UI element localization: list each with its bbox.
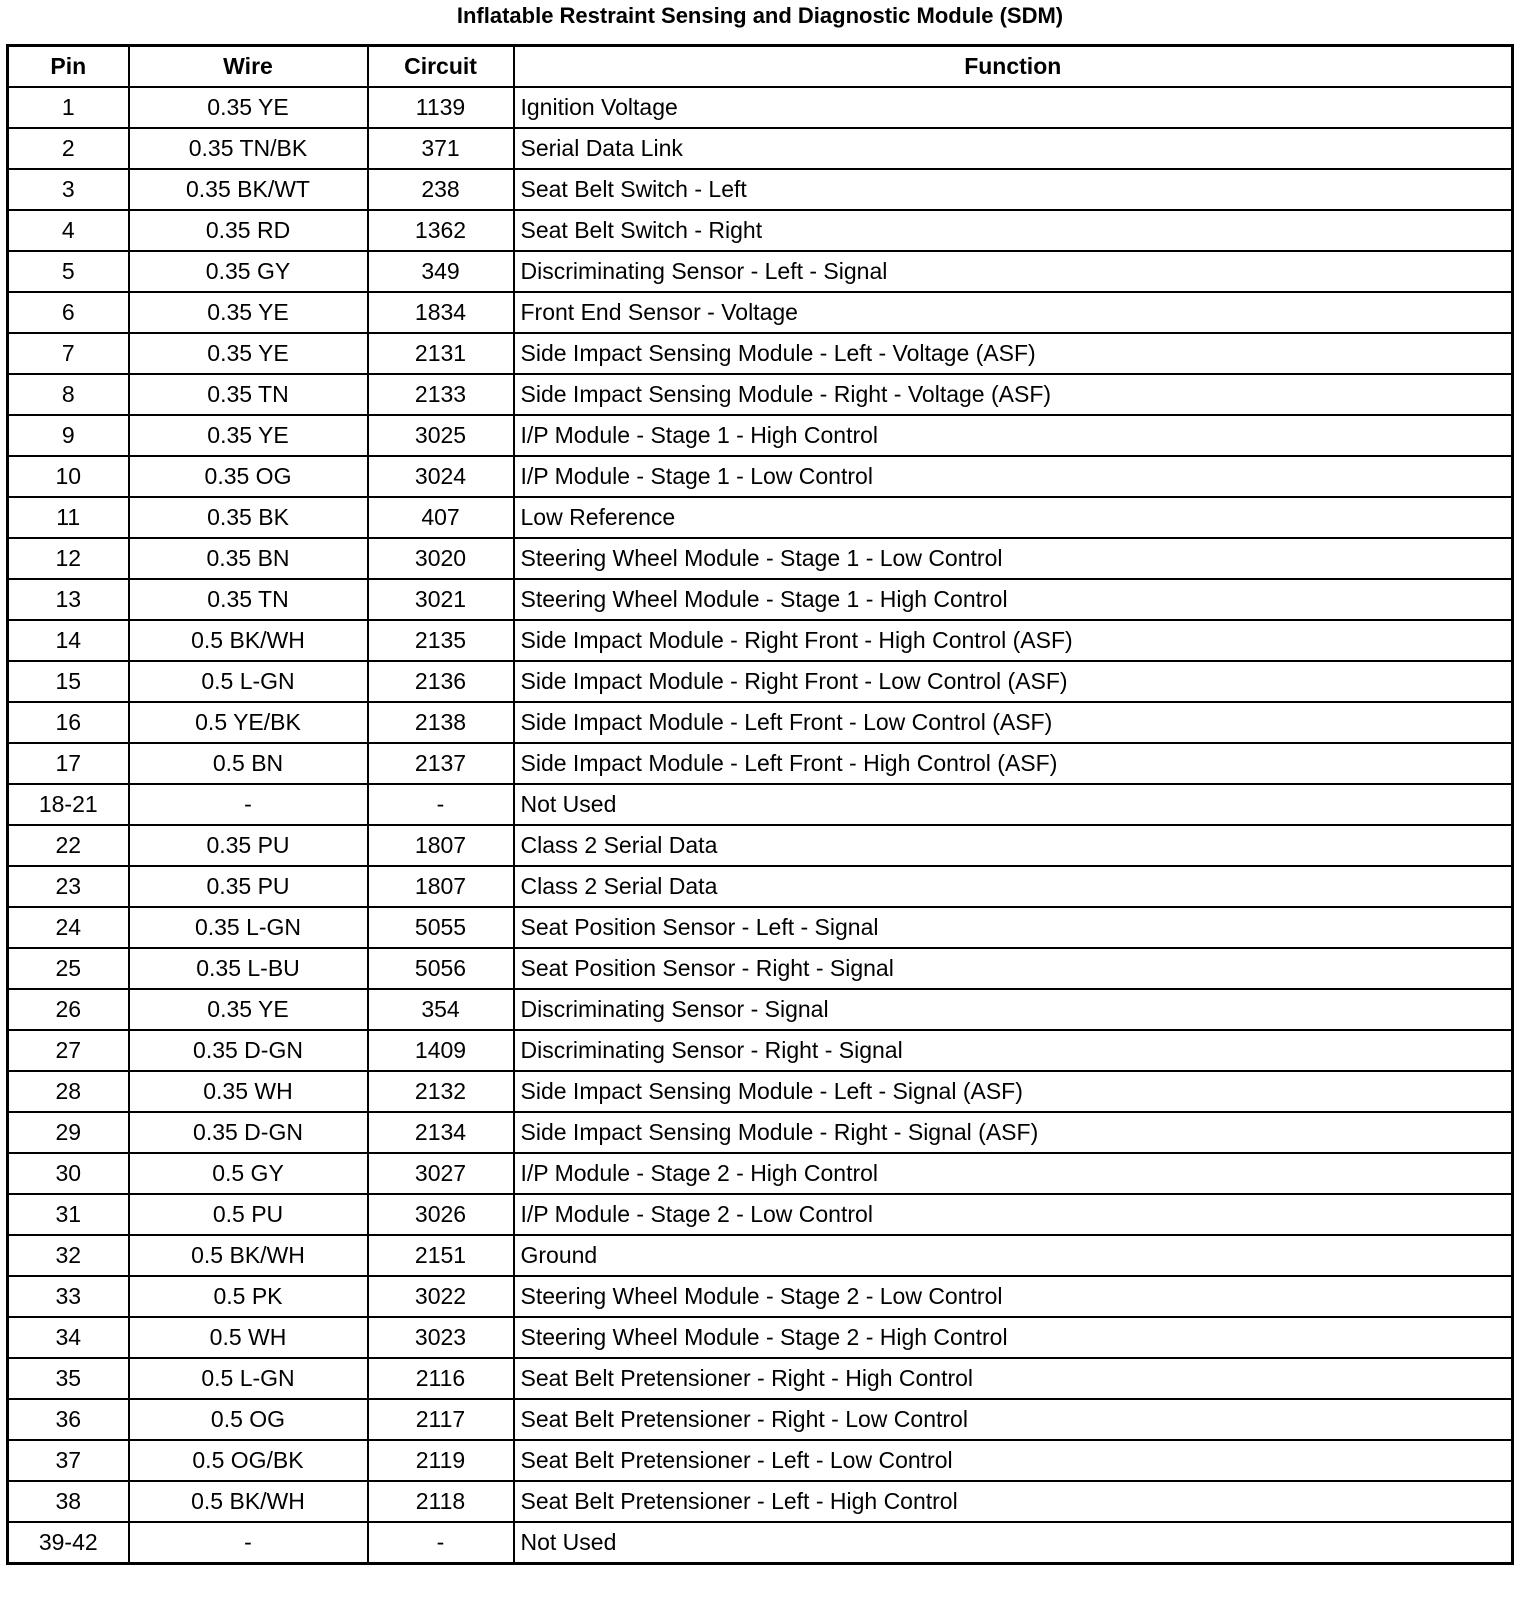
cell-function: I/P Module - Stage 2 - High Control (514, 1153, 1513, 1194)
cell-pin: 34 (8, 1317, 129, 1358)
cell-pin: 37 (8, 1440, 129, 1481)
cell-wire: 0.35 D-GN (129, 1030, 368, 1071)
cell-wire: 0.35 BN (129, 538, 368, 579)
cell-circuit: 1807 (368, 825, 514, 866)
cell-wire: 0.5 BK/WH (129, 620, 368, 661)
table-body (8, 87, 1513, 1564)
cell-function: Side Impact Sensing Module - Right - Signal (ASF) (514, 1112, 1513, 1153)
cell-pin: 24 (8, 907, 129, 948)
cell-function: Side Impact Module - Left Front - High Control (ASF) (514, 743, 1513, 784)
table-row (8, 1030, 1513, 1071)
table-row (8, 292, 1513, 333)
cell-wire: - (129, 1522, 368, 1564)
cell-circuit: 3026 (368, 1194, 514, 1235)
cell-circuit: 2118 (368, 1481, 514, 1522)
table-row (8, 1440, 1513, 1481)
table-row (8, 1481, 1513, 1522)
cell-wire: 0.35 GY (129, 251, 368, 292)
table-row (8, 1235, 1513, 1276)
cell-pin: 6 (8, 292, 129, 333)
cell-pin: 17 (8, 743, 129, 784)
column-header-wire: Wire (129, 46, 368, 88)
cell-pin: 3 (8, 169, 129, 210)
cell-pin: 29 (8, 1112, 129, 1153)
cell-circuit: 2116 (368, 1358, 514, 1399)
cell-circuit: 5056 (368, 948, 514, 989)
cell-circuit: 349 (368, 251, 514, 292)
table-row (8, 661, 1513, 702)
cell-pin: 23 (8, 866, 129, 907)
cell-function: I/P Module - Stage 1 - Low Control (514, 456, 1513, 497)
cell-function: Seat Position Sensor - Right - Signal (514, 948, 1513, 989)
cell-pin: 2 (8, 128, 129, 169)
cell-wire: 0.35 PU (129, 825, 368, 866)
cell-function: Side Impact Sensing Module - Left - Voltage (ASF) (514, 333, 1513, 374)
cell-function: Discriminating Sensor - Left - Signal (514, 251, 1513, 292)
cell-function: Steering Wheel Module - Stage 1 - High Control (514, 579, 1513, 620)
cell-wire: 0.5 BK/WH (129, 1235, 368, 1276)
cell-function: Front End Sensor - Voltage (514, 292, 1513, 333)
table-row (8, 702, 1513, 743)
cell-circuit: 2119 (368, 1440, 514, 1481)
cell-pin: 7 (8, 333, 129, 374)
cell-circuit: 1139 (368, 87, 514, 128)
cell-circuit: 3025 (368, 415, 514, 456)
cell-pin: 30 (8, 1153, 129, 1194)
cell-pin: 27 (8, 1030, 129, 1071)
table-row (8, 456, 1513, 497)
table-row (8, 1276, 1513, 1317)
cell-circuit: 2136 (368, 661, 514, 702)
cell-circuit: 1834 (368, 292, 514, 333)
table-row (8, 1112, 1513, 1153)
cell-function: Side Impact Module - Right Front - Low Control (ASF) (514, 661, 1513, 702)
cell-pin: 31 (8, 1194, 129, 1235)
cell-function: Class 2 Serial Data (514, 825, 1513, 866)
cell-wire: 0.5 BN (129, 743, 368, 784)
cell-circuit: 3021 (368, 579, 514, 620)
cell-pin: 4 (8, 210, 129, 251)
cell-pin: 25 (8, 948, 129, 989)
table-row (8, 1071, 1513, 1112)
cell-pin: 36 (8, 1399, 129, 1440)
cell-wire: 0.5 YE/BK (129, 702, 368, 743)
cell-pin: 18-21 (8, 784, 129, 825)
table-row (8, 1317, 1513, 1358)
cell-function: Not Used (514, 784, 1513, 825)
cell-pin: 22 (8, 825, 129, 866)
table-row (8, 374, 1513, 415)
cell-function: Side Impact Module - Right Front - High Control (ASF) (514, 620, 1513, 661)
cell-function: Not Used (514, 1522, 1513, 1564)
cell-wire: 0.35 YE (129, 333, 368, 374)
cell-function: Seat Belt Pretensioner - Left - High Control (514, 1481, 1513, 1522)
column-header-function: Function (514, 46, 1513, 88)
table-row (8, 579, 1513, 620)
cell-circuit: 3022 (368, 1276, 514, 1317)
cell-wire: 0.5 OG/BK (129, 1440, 368, 1481)
cell-wire: 0.35 PU (129, 866, 368, 907)
cell-function: Seat Belt Pretensioner - Right - Low Control (514, 1399, 1513, 1440)
table-row (8, 743, 1513, 784)
cell-wire: 0.35 YE (129, 87, 368, 128)
table-row (8, 538, 1513, 579)
table-row (8, 825, 1513, 866)
cell-circuit: 3024 (368, 456, 514, 497)
cell-wire: 0.5 BK/WH (129, 1481, 368, 1522)
table-row (8, 210, 1513, 251)
cell-pin: 28 (8, 1071, 129, 1112)
cell-circuit: 5055 (368, 907, 514, 948)
cell-wire: 0.35 YE (129, 292, 368, 333)
cell-wire: 0.35 D-GN (129, 1112, 368, 1153)
cell-function: Serial Data Link (514, 128, 1513, 169)
cell-function: I/P Module - Stage 1 - High Control (514, 415, 1513, 456)
cell-pin: 8 (8, 374, 129, 415)
cell-pin: 5 (8, 251, 129, 292)
cell-wire: 0.35 L-GN (129, 907, 368, 948)
cell-function: Steering Wheel Module - Stage 1 - Low Control (514, 538, 1513, 579)
cell-wire: 0.5 L-GN (129, 1358, 368, 1399)
cell-wire: 0.35 YE (129, 415, 368, 456)
cell-wire: 0.5 L-GN (129, 661, 368, 702)
cell-circuit: 3023 (368, 1317, 514, 1358)
cell-circuit: - (368, 1522, 514, 1564)
cell-circuit: 3027 (368, 1153, 514, 1194)
cell-function: Seat Position Sensor - Left - Signal (514, 907, 1513, 948)
cell-wire: 0.5 OG (129, 1399, 368, 1440)
table-row (8, 784, 1513, 825)
cell-circuit: 1807 (368, 866, 514, 907)
cell-function: Ground (514, 1235, 1513, 1276)
cell-circuit: 2137 (368, 743, 514, 784)
column-header-pin: Pin (8, 46, 129, 88)
cell-pin: 32 (8, 1235, 129, 1276)
cell-circuit: 1409 (368, 1030, 514, 1071)
cell-circuit: 1362 (368, 210, 514, 251)
cell-wire: - (129, 784, 368, 825)
cell-wire: 0.35 L-BU (129, 948, 368, 989)
cell-function: Class 2 Serial Data (514, 866, 1513, 907)
cell-pin: 1 (8, 87, 129, 128)
table-row (8, 1194, 1513, 1235)
cell-circuit: 2132 (368, 1071, 514, 1112)
cell-function: Seat Belt Pretensioner - Left - Low Control (514, 1440, 1513, 1481)
table-row (8, 87, 1513, 128)
cell-function: I/P Module - Stage 2 - Low Control (514, 1194, 1513, 1235)
cell-function: Seat Belt Pretensioner - Right - High Control (514, 1358, 1513, 1399)
table-row (8, 128, 1513, 169)
cell-wire: 0.35 TN (129, 579, 368, 620)
cell-circuit: 2134 (368, 1112, 514, 1153)
cell-pin: 12 (8, 538, 129, 579)
cell-function: Side Impact Sensing Module - Right - Voltage (ASF) (514, 374, 1513, 415)
pinout-table (6, 44, 1514, 1565)
cell-function: Discriminating Sensor - Signal (514, 989, 1513, 1030)
cell-wire: 0.35 OG (129, 456, 368, 497)
cell-wire: 0.5 PU (129, 1194, 368, 1235)
page-title: Inflatable Restraint Sensing and Diagnostic Module (SDM) (456, 3, 1064, 28)
cell-circuit: 354 (368, 989, 514, 1030)
cell-pin: 11 (8, 497, 129, 538)
cell-pin: 33 (8, 1276, 129, 1317)
cell-circuit: 2131 (368, 333, 514, 374)
cell-wire: 0.35 BK/WT (129, 169, 368, 210)
cell-wire: 0.5 GY (129, 1153, 368, 1194)
table-row (8, 907, 1513, 948)
cell-pin: 16 (8, 702, 129, 743)
cell-pin: 13 (8, 579, 129, 620)
table-row (8, 1399, 1513, 1440)
cell-circuit: 238 (368, 169, 514, 210)
cell-pin: 14 (8, 620, 129, 661)
cell-pin: 35 (8, 1358, 129, 1399)
cell-pin: 39-42 (8, 1522, 129, 1564)
cell-circuit: 407 (368, 497, 514, 538)
table-header-row (8, 46, 1513, 88)
table-row (8, 1522, 1513, 1564)
table-row (8, 497, 1513, 538)
cell-function: Steering Wheel Module - Stage 2 - High Control (514, 1317, 1513, 1358)
cell-function: Steering Wheel Module - Stage 2 - Low Control (514, 1276, 1513, 1317)
cell-wire: 0.5 PK (129, 1276, 368, 1317)
cell-circuit: 2133 (368, 374, 514, 415)
table-row (8, 415, 1513, 456)
cell-wire: 0.35 BK (129, 497, 368, 538)
cell-circuit: - (368, 784, 514, 825)
cell-pin: 38 (8, 1481, 129, 1522)
table-row (8, 1153, 1513, 1194)
cell-function: Discriminating Sensor - Right - Signal (514, 1030, 1513, 1071)
cell-wire: 0.35 TN/BK (129, 128, 368, 169)
cell-wire: 0.5 WH (129, 1317, 368, 1358)
cell-circuit: 2138 (368, 702, 514, 743)
table-row (8, 333, 1513, 374)
cell-circuit: 2151 (368, 1235, 514, 1276)
cell-pin: 10 (8, 456, 129, 497)
cell-function: Side Impact Sensing Module - Left - Signal (ASF) (514, 1071, 1513, 1112)
cell-wire: 0.35 RD (129, 210, 368, 251)
table-row (8, 169, 1513, 210)
cell-function: Low Reference (514, 497, 1513, 538)
cell-function: Side Impact Module - Left Front - Low Control (ASF) (514, 702, 1513, 743)
cell-circuit: 371 (368, 128, 514, 169)
cell-circuit: 2117 (368, 1399, 514, 1440)
cell-function: Seat Belt Switch - Left (514, 169, 1513, 210)
cell-pin: 9 (8, 415, 129, 456)
cell-function: Ignition Voltage (514, 87, 1513, 128)
table-row (8, 1358, 1513, 1399)
cell-wire: 0.35 TN (129, 374, 368, 415)
cell-pin: 15 (8, 661, 129, 702)
cell-pin: 26 (8, 989, 129, 1030)
table-row (8, 989, 1513, 1030)
table-row (8, 948, 1513, 989)
cell-circuit: 2135 (368, 620, 514, 661)
column-header-circuit: Circuit (368, 46, 514, 88)
cell-wire: 0.35 YE (129, 989, 368, 1030)
table-row (8, 620, 1513, 661)
cell-circuit: 3020 (368, 538, 514, 579)
table-row (8, 251, 1513, 292)
cell-function: Seat Belt Switch - Right (514, 210, 1513, 251)
cell-wire: 0.35 WH (129, 1071, 368, 1112)
table-row (8, 866, 1513, 907)
